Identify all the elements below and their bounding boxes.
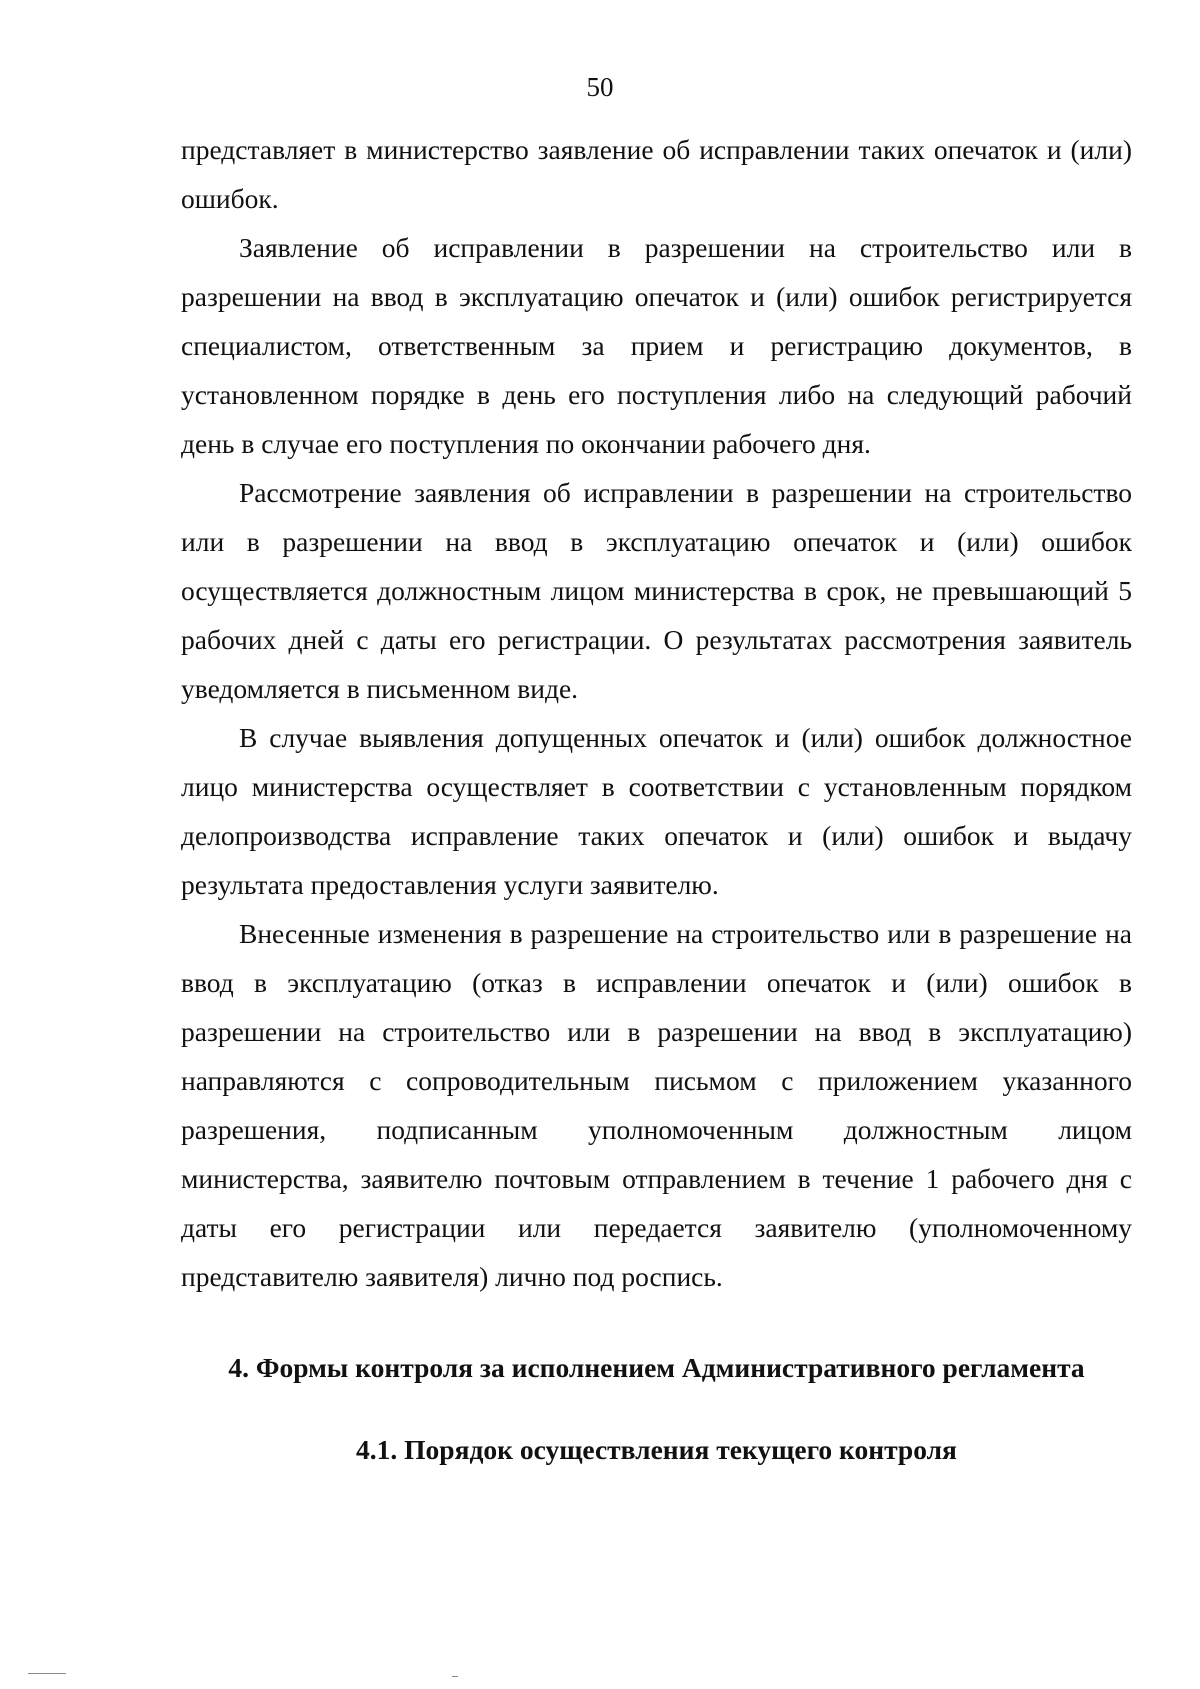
paragraph-changes-delivery: Внесенные изменения в разрешение на строительство или в разрешение на ввод в эксплуатацию (отказ в исправлении опечаток и (или) ошибок в разрешении на строительство или в разрешении на ввод в эксплуатацию) направляются с сопроводительным письмом с приложением указанного разрешения, подписанным уполномоченным должностным лицом министерства, заявителю почтовым отправлением в течение 1 рабочего дня с даты его регистрации или передается заявителю (уполномоченному представителю заявителя) лично под роспись.	[181, 918, 1132, 1292]
paragraph-error-correction: В случае выявления допущенных опечаток и (или) ошибок должностное лицо министерства осуществляет в соответствии с установленным порядком делопроизводства исправление таких опечаток и (или) ошибок и выдачу результата предоставления услуги заявителю.	[181, 722, 1132, 900]
scan-artifact-center	[452, 1676, 458, 1677]
section-heading-4-1: 4.1. Порядок осуществления текущего контроля	[356, 1434, 957, 1465]
page-number: 50	[586, 72, 614, 102]
section-heading-4: 4. Формы контроля за исполнением Административного регламента	[228, 1352, 1085, 1383]
scan-artifact-left	[28, 1673, 66, 1674]
paragraph-application-registration: Заявление об исправлении в разрешении на строительство или в разрешении на ввод в эксплуатацию опечаток и (или) ошибок регистрируется специалистом, ответственным за прием и регистрацию документов, в установленном порядке в день его поступления либо на следующий рабочий день в случае его поступления по окончании рабочего дня.	[181, 232, 1132, 459]
paragraph-continuation: представляет в министерство заявление об исправлении таких опечаток и (или) ошибок.	[181, 134, 1132, 214]
paragraph-application-review: Рассмотрение заявления об исправлении в разрешении на строительство или в разрешении на ввод в эксплуатацию опечаток и (или) ошибок осуществляется должностным лицом министерства в срок, не превышающий 5 рабочих дней с даты его регистрации. О результатах рассмотрения заявитель уведомляется в письменном виде.	[181, 477, 1132, 704]
body-text	[181, 125, 1132, 1301]
